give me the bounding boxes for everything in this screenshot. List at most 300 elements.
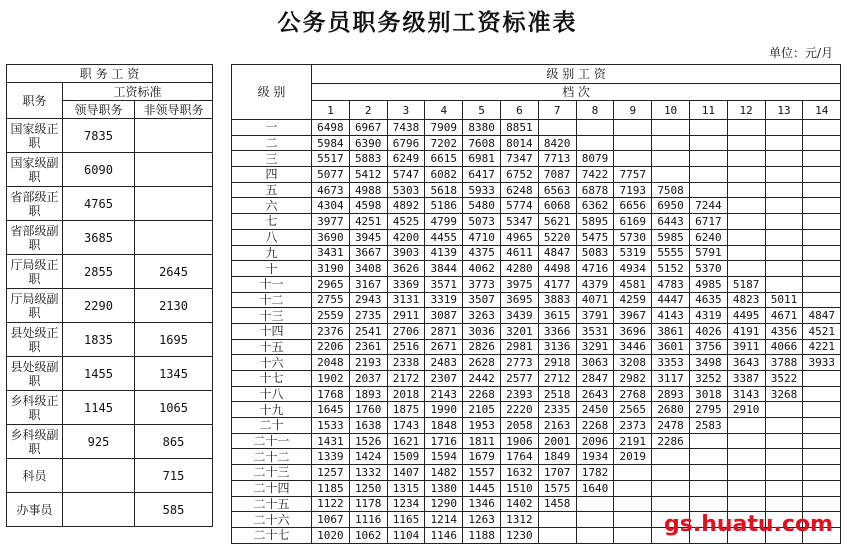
level-salary-cell: 5984 <box>312 135 350 151</box>
level-salary-cell: 4066 <box>765 339 803 355</box>
level-salary-cell <box>614 135 652 151</box>
salary-standard-header: 工资标准 <box>63 83 213 101</box>
level-salary-cell <box>765 182 803 198</box>
level-salary-cell: 1380 <box>425 480 463 496</box>
level-salary-cell <box>803 120 841 136</box>
level-salary-cell <box>765 276 803 292</box>
level-salary-cell: 3036 <box>463 323 501 339</box>
level-salary-cell: 5073 <box>463 214 501 230</box>
nonleader-salary: 1695 <box>135 323 213 357</box>
level-salary-cell: 4581 <box>614 276 652 292</box>
level-row <box>232 480 841 496</box>
level-name: 二十 <box>232 418 312 434</box>
level-row <box>232 151 841 167</box>
level-salary-cell: 1621 <box>387 433 425 449</box>
level-name: 十七 <box>232 371 312 387</box>
level-salary-cell: 2893 <box>652 386 690 402</box>
level-row <box>232 182 841 198</box>
level-salary-cell: 4455 <box>425 229 463 245</box>
level-salary-cell: 5011 <box>765 292 803 308</box>
level-name: 十四 <box>232 323 312 339</box>
level-salary-cell: 2172 <box>387 371 425 387</box>
level-salary-cell: 4319 <box>689 308 727 324</box>
level-salary-cell <box>803 167 841 183</box>
level-salary-cell: 3439 <box>500 308 538 324</box>
level-salary-cell: 2910 <box>727 402 765 418</box>
level-name: 六 <box>232 198 312 214</box>
level-salary-cell: 1290 <box>425 496 463 512</box>
level-salary-cell: 3861 <box>652 323 690 339</box>
level-salary-cell: 2871 <box>425 323 463 339</box>
level-salary-cell: 8420 <box>538 135 576 151</box>
level-salary-cell: 3268 <box>765 386 803 402</box>
level-salary-cell: 1526 <box>349 433 387 449</box>
grade-number: 13 <box>765 101 803 120</box>
level-salary-cell: 1594 <box>425 449 463 465</box>
level-row <box>232 402 841 418</box>
level-salary-cell: 5480 <box>463 198 501 214</box>
level-salary-cell: 6417 <box>463 167 501 183</box>
level-salary-cell <box>614 527 652 543</box>
grade-header: 档 次 <box>312 84 841 101</box>
level-salary-cell <box>727 465 765 481</box>
grade-number: 6 <box>500 101 538 120</box>
level-salary-cell: 5883 <box>349 151 387 167</box>
level-name: 二十六 <box>232 512 312 528</box>
level-salary-cell: 4447 <box>652 292 690 308</box>
level-salary-cell: 1906 <box>500 433 538 449</box>
level-salary-cell: 7757 <box>614 167 652 183</box>
level-name: 四 <box>232 167 312 183</box>
level-salary-cell: 4379 <box>576 276 614 292</box>
level-salary-cell <box>689 465 727 481</box>
level-salary-header: 级 别 工 资 <box>312 65 841 84</box>
level-salary-cell: 2373 <box>614 418 652 434</box>
level-salary-cell: 3408 <box>349 261 387 277</box>
level-salary-cell: 3967 <box>614 308 652 324</box>
level-salary-cell <box>803 292 841 308</box>
nonleader-salary <box>135 187 213 221</box>
nonleader-salary: 2130 <box>135 289 213 323</box>
level-salary-cell <box>765 261 803 277</box>
level-salary-cell: 1230 <box>500 527 538 543</box>
level-salary-cell <box>689 480 727 496</box>
level-salary-cell: 1431 <box>312 433 350 449</box>
leader-salary: 1835 <box>63 323 135 357</box>
level-salary-cell: 4143 <box>652 308 690 324</box>
leader-salary: 2855 <box>63 255 135 289</box>
level-salary-cell: 3291 <box>576 339 614 355</box>
level-salary-cell <box>727 182 765 198</box>
level-salary-cell: 4823 <box>727 292 765 308</box>
level-salary-cell: 3353 <box>652 355 690 371</box>
level-salary-cell <box>614 151 652 167</box>
level-salary-cell: 3263 <box>463 308 501 324</box>
level-salary-cell: 4191 <box>727 323 765 339</box>
level-salary-cell <box>803 418 841 434</box>
level-salary-cell: 2105 <box>463 402 501 418</box>
level-salary-cell <box>538 120 576 136</box>
watermark: gs.huatu.com <box>664 512 833 537</box>
level-salary-cell: 4356 <box>765 323 803 339</box>
level-salary-cell <box>689 120 727 136</box>
level-salary-cell: 2565 <box>614 402 652 418</box>
level-salary-cell: 8380 <box>463 120 501 136</box>
level-salary-cell <box>765 245 803 261</box>
level-salary-cell: 1902 <box>312 371 350 387</box>
level-salary-cell: 6717 <box>689 214 727 230</box>
level-salary-cell: 3131 <box>387 292 425 308</box>
level-salary-cell: 7087 <box>538 167 576 183</box>
level-salary-cell: 1263 <box>463 512 501 528</box>
level-salary-cell: 2001 <box>538 433 576 449</box>
level-salary-cell: 1339 <box>312 449 350 465</box>
level-salary-cell: 2307 <box>425 371 463 387</box>
duty-row <box>7 391 213 425</box>
leader-salary: 1145 <box>63 391 135 425</box>
duty-name: 县处级副职 <box>7 357 63 391</box>
level-salary-cell: 2847 <box>576 371 614 387</box>
level-salary-cell: 6248 <box>500 182 538 198</box>
level-salary-cell: 5152 <box>652 261 690 277</box>
level-salary-cell: 3252 <box>689 371 727 387</box>
level-salary-cell: 2286 <box>652 433 690 449</box>
duty-name: 乡科级正职 <box>7 391 63 425</box>
level-row <box>232 371 841 387</box>
level-salary-cell: 5791 <box>689 245 727 261</box>
level-salary-cell: 1458 <box>538 496 576 512</box>
level-salary-cell: 2268 <box>576 418 614 434</box>
level-salary-cell: 3601 <box>652 339 690 355</box>
level-salary-cell <box>652 135 690 151</box>
grade-number: 3 <box>387 101 425 120</box>
duty-salary-table <box>6 64 213 527</box>
grade-number: 14 <box>803 101 841 120</box>
level-salary-cell: 2206 <box>312 339 350 355</box>
level-salary-cell: 2981 <box>500 339 538 355</box>
level-salary-cell: 5220 <box>538 229 576 245</box>
level-salary-cell: 1509 <box>387 449 425 465</box>
level-salary-cell: 3903 <box>387 245 425 261</box>
level-salary-cell: 4847 <box>538 245 576 261</box>
grade-number: 9 <box>614 101 652 120</box>
level-salary-cell: 6656 <box>614 198 652 214</box>
level-salary-cell: 3571 <box>425 276 463 292</box>
level-salary-cell: 4026 <box>689 323 727 339</box>
level-salary-cell <box>652 151 690 167</box>
level-salary-cell: 1632 <box>500 465 538 481</box>
level-name: 七 <box>232 214 312 230</box>
level-salary-cell: 1407 <box>387 465 425 481</box>
level-salary-cell: 2393 <box>500 386 538 402</box>
level-salary-cell <box>576 135 614 151</box>
level-salary-cell: 6362 <box>576 198 614 214</box>
level-salary-cell <box>576 120 614 136</box>
level-salary-cell <box>727 496 765 512</box>
level-row <box>232 323 841 339</box>
level-salary-cell: 1020 <box>312 527 350 543</box>
level-salary-table <box>231 64 841 544</box>
leader-salary: 6090 <box>63 153 135 187</box>
level-salary-cell: 1934 <box>576 449 614 465</box>
level-salary-cell: 3791 <box>576 308 614 324</box>
duty-row <box>7 323 213 357</box>
nonleader-salary: 1345 <box>135 357 213 391</box>
level-salary-cell: 3366 <box>538 323 576 339</box>
level-name: 十二 <box>232 292 312 308</box>
level-salary-cell: 4375 <box>463 245 501 261</box>
level-salary-cell: 7244 <box>689 198 727 214</box>
level-salary-cell <box>765 433 803 449</box>
level-salary-cell: 3643 <box>727 355 765 371</box>
level-salary-cell: 1849 <box>538 449 576 465</box>
level-salary-cell: 3788 <box>765 355 803 371</box>
level-salary-cell: 1402 <box>500 496 538 512</box>
level-salary-cell <box>803 198 841 214</box>
level-salary-cell: 3208 <box>614 355 652 371</box>
level-salary-cell: 2450 <box>576 402 614 418</box>
level-row <box>232 386 841 402</box>
level-salary-cell: 5186 <box>425 198 463 214</box>
nonleader-salary: 585 <box>135 493 213 527</box>
level-salary-cell: 1445 <box>463 480 501 496</box>
level-salary-cell: 2442 <box>463 371 501 387</box>
level-salary-cell <box>614 480 652 496</box>
level-salary-cell: 2577 <box>500 371 538 387</box>
level-salary-cell: 3167 <box>349 276 387 292</box>
level-row <box>232 449 841 465</box>
level-salary-cell: 1214 <box>425 512 463 528</box>
level-salary-cell: 7422 <box>576 167 614 183</box>
level-salary-cell <box>576 527 614 543</box>
level-salary-cell <box>765 480 803 496</box>
level-salary-cell <box>652 496 690 512</box>
level-salary-cell <box>803 214 841 230</box>
level-row <box>232 465 841 481</box>
level-salary-cell <box>652 449 690 465</box>
level-salary-cell <box>689 433 727 449</box>
level-salary-cell: 6563 <box>538 182 576 198</box>
level-salary-cell <box>727 214 765 230</box>
level-salary-cell: 2671 <box>425 339 463 355</box>
level-row <box>232 496 841 512</box>
level-salary-cell: 3136 <box>538 339 576 355</box>
level-salary-cell: 3319 <box>425 292 463 308</box>
level-salary-cell: 1116 <box>349 512 387 528</box>
level-salary-cell: 4259 <box>614 292 652 308</box>
level-salary-cell: 1640 <box>576 480 614 496</box>
level-salary-cell: 5475 <box>576 229 614 245</box>
level-salary-cell: 2911 <box>387 308 425 324</box>
level-salary-cell: 1679 <box>463 449 501 465</box>
level-salary-cell: 1122 <box>312 496 350 512</box>
level-salary-cell: 1312 <box>500 512 538 528</box>
duty-salary-header: 职 务 工 资 <box>7 65 213 83</box>
level-salary-cell <box>765 465 803 481</box>
level-row <box>232 339 841 355</box>
level-salary-cell: 6240 <box>689 229 727 245</box>
level-salary-cell: 4495 <box>727 308 765 324</box>
level-salary-cell: 6443 <box>652 214 690 230</box>
level-salary-cell: 2583 <box>689 418 727 434</box>
level-salary-cell: 2559 <box>312 308 350 324</box>
level-salary-cell: 3143 <box>727 386 765 402</box>
level-salary-cell: 4710 <box>463 229 501 245</box>
level-salary-cell: 7508 <box>652 182 690 198</box>
level-salary-cell: 1165 <box>387 512 425 528</box>
level-salary-cell: 5412 <box>349 167 387 183</box>
level-salary-cell: 5187 <box>727 276 765 292</box>
level-salary-cell: 2918 <box>538 355 576 371</box>
level-salary-cell: 4673 <box>312 182 350 198</box>
grade-number: 11 <box>689 101 727 120</box>
level-salary-cell: 2048 <box>312 355 350 371</box>
level-salary-cell <box>765 120 803 136</box>
level-salary-cell <box>765 135 803 151</box>
level-salary-cell: 1782 <box>576 465 614 481</box>
level-salary-cell: 1848 <box>425 418 463 434</box>
level-salary-cell: 7909 <box>425 120 463 136</box>
level-salary-cell: 1760 <box>349 402 387 418</box>
level-name: 二十七 <box>232 527 312 543</box>
level-salary-cell: 5747 <box>387 167 425 183</box>
level-salary-cell <box>765 214 803 230</box>
duty-name: 厅局级副职 <box>7 289 63 323</box>
level-salary-cell: 1811 <box>463 433 501 449</box>
level-salary-cell: 3615 <box>538 308 576 324</box>
level-name: 十九 <box>232 402 312 418</box>
duty-row <box>7 493 213 527</box>
level-salary-cell: 3977 <box>312 214 350 230</box>
level-salary-cell: 1104 <box>387 527 425 543</box>
level-salary-cell: 4280 <box>500 261 538 277</box>
level-salary-cell <box>727 229 765 245</box>
level-salary-cell: 3369 <box>387 276 425 292</box>
duty-row <box>7 357 213 391</box>
level-salary-cell: 1315 <box>387 480 425 496</box>
level-salary-cell <box>765 449 803 465</box>
level-salary-cell: 7202 <box>425 135 463 151</box>
level-salary-cell: 3933 <box>803 355 841 371</box>
level-salary-cell <box>727 198 765 214</box>
level-salary-cell: 5730 <box>614 229 652 245</box>
level-row <box>232 308 841 324</box>
level-salary-cell: 1768 <box>312 386 350 402</box>
duty-row <box>7 459 213 493</box>
level-salary-cell: 3063 <box>576 355 614 371</box>
leader-salary: 925 <box>63 425 135 459</box>
level-salary-cell: 4988 <box>349 182 387 198</box>
level-salary-cell: 1146 <box>425 527 463 543</box>
level-salary-cell <box>689 449 727 465</box>
level-salary-cell: 1743 <box>387 418 425 434</box>
level-row <box>232 245 841 261</box>
duty-name: 县处级正职 <box>7 323 63 357</box>
level-salary-cell <box>727 433 765 449</box>
nonleader-duty-header: 非领导职务 <box>135 101 213 119</box>
duty-name: 国家级正职 <box>7 119 63 153</box>
level-salary-cell: 4251 <box>349 214 387 230</box>
level-row <box>232 276 841 292</box>
level-salary-cell <box>803 261 841 277</box>
level-salary-cell <box>803 386 841 402</box>
duty-name: 省部级副职 <box>7 221 63 255</box>
level-salary-cell <box>803 229 841 245</box>
level-salary-cell: 2019 <box>614 449 652 465</box>
level-salary-cell: 4985 <box>689 276 727 292</box>
grade-number: 8 <box>576 101 614 120</box>
grade-number: 1 <box>312 101 350 120</box>
level-salary-cell: 5555 <box>652 245 690 261</box>
level-salary-cell: 2478 <box>652 418 690 434</box>
level-salary-cell <box>652 465 690 481</box>
level-salary-cell: 2965 <box>312 276 350 292</box>
level-salary-cell <box>727 151 765 167</box>
duty-row <box>7 221 213 255</box>
level-salary-cell: 1185 <box>312 480 350 496</box>
level-salary-cell: 6390 <box>349 135 387 151</box>
level-salary-cell: 4525 <box>387 214 425 230</box>
level-salary-cell: 1346 <box>463 496 501 512</box>
level-salary-cell <box>538 512 576 528</box>
level-salary-cell: 2037 <box>349 371 387 387</box>
level-salary-cell: 3117 <box>652 371 690 387</box>
level-salary-cell <box>727 480 765 496</box>
level-salary-cell: 1990 <box>425 402 463 418</box>
duty-row <box>7 153 213 187</box>
level-salary-cell: 7347 <box>500 151 538 167</box>
level-salary-cell: 2768 <box>614 386 652 402</box>
level-salary-cell: 2338 <box>387 355 425 371</box>
level-salary-cell: 6068 <box>538 198 576 214</box>
level-salary-cell: 1953 <box>463 418 501 434</box>
unit-label: 单位：元/月 <box>768 46 833 60</box>
level-salary-cell: 4177 <box>538 276 576 292</box>
level-salary-cell: 2518 <box>538 386 576 402</box>
level-salary-cell <box>689 167 727 183</box>
duty-name: 厅局级正职 <box>7 255 63 289</box>
level-salary-cell: 2483 <box>425 355 463 371</box>
level-name: 二十二 <box>232 449 312 465</box>
level-name: 二十四 <box>232 480 312 496</box>
level-row <box>232 433 841 449</box>
level-salary-cell: 4965 <box>500 229 538 245</box>
level-salary-cell: 5774 <box>500 198 538 214</box>
nonleader-salary: 1065 <box>135 391 213 425</box>
level-salary-cell <box>727 418 765 434</box>
level-salary-cell: 2361 <box>349 339 387 355</box>
duty-row <box>7 289 213 323</box>
level-salary-cell: 5621 <box>538 214 576 230</box>
level-salary-cell <box>614 496 652 512</box>
nonleader-salary <box>135 119 213 153</box>
level-salary-cell: 3201 <box>500 323 538 339</box>
level-salary-cell: 7438 <box>387 120 425 136</box>
level-salary-cell: 3522 <box>765 371 803 387</box>
level-salary-cell <box>652 120 690 136</box>
level-salary-cell: 1764 <box>500 449 538 465</box>
level-salary-cell: 1332 <box>349 465 387 481</box>
level-salary-cell: 3507 <box>463 292 501 308</box>
leader-salary <box>63 493 135 527</box>
level-salary-cell: 2982 <box>614 371 652 387</box>
level-salary-cell: 1575 <box>538 480 576 496</box>
level-salary-cell: 5319 <box>614 245 652 261</box>
level-salary-cell: 8014 <box>500 135 538 151</box>
level-salary-cell: 4716 <box>576 261 614 277</box>
level-salary-cell <box>803 465 841 481</box>
level-salary-cell: 4635 <box>689 292 727 308</box>
